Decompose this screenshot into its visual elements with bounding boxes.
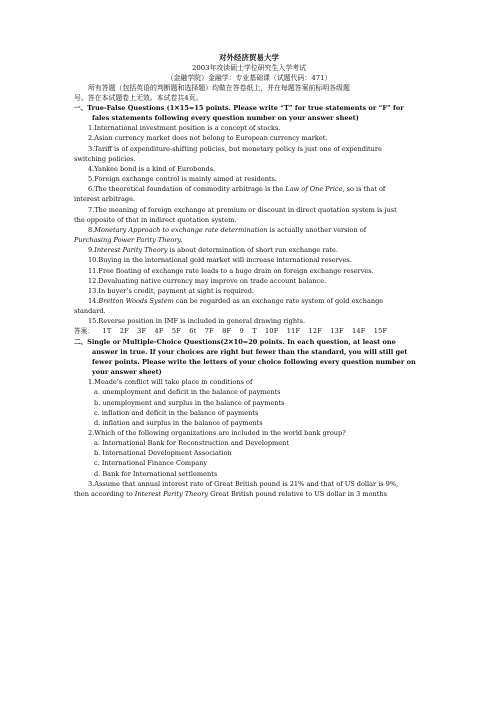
tf-question-6-text-c: , so is that of [342,185,386,194]
tf-question-8-line-1 [74,225,424,235]
mc-question-3-italic: Interest Parity Theory [134,489,209,498]
mc-question-2-option-a: a. International Bank for Reconstruction and Development [94,439,289,448]
university-title: 对外经济贸易大学 [219,53,279,62]
tf-question-10: 10.Buying in the international gold market will increase international reserves. [88,256,352,265]
instructions-line-2: 号。答在本试题卷上无效。本试卷共4页。 [74,94,203,102]
tf-question-14-line-1 [74,296,424,306]
tf-question-3-line-2: switching policies. [74,154,136,163]
mc-question-3-line-2 [74,489,424,499]
tf-question-7-line-2: the opposite of that in indirect quotation system. [74,215,237,224]
tf-question-8-line-2: Purchasing Power Parity Theory. [74,236,183,245]
tf-question-1: 1.International investment position is a concept of stocks. [88,124,281,133]
tf-question-12: 12.Devaluating native currency may improve on trade account balance. [88,276,327,285]
mc-question-2: 2.Which of the following organizations are included in the world bank group? [88,429,346,437]
tf-question-13: 13.In buyer’s credit, payment at sight is required. [88,286,254,295]
mc-question-1-option-b: b. unemployment and surplus in the balance of payments [94,398,285,407]
tf-question-14-text-c: can be regarded as an exchange rate system of gold exchange [173,296,384,305]
tf-question-8-text-c: is actually another version of [267,225,367,234]
mc-question-3-text-c: Great British pound relative to US dollar in 3 months [208,489,387,498]
tf-question-8-text-a: 8. [88,225,95,234]
tf-question-3-line-1: 3.Tariff is of expenditure-shifting policies, but monetary policy is just one of expenditure [88,144,382,153]
tf-question-9-text-c: is about determination of short run exchange rate. [167,246,338,255]
mc-question-1: 1.Meade’s conflict will take place in conditions of [88,378,253,387]
tf-question-9 [74,245,424,255]
tf-question-11: 11.Free floating of exchange rate leads to a huge drain on foreign exchange reserves. [88,266,374,275]
section1-heading-2: fales statements following every question number on your answer sheet) [92,114,359,123]
tf-question-4: 4.Yankee bond is a kind of Eurobonds. [88,164,216,173]
tf-question-2: 2.Asian currency market does not belong to European currency market. [88,134,328,143]
tf-question-6-italic: Law of One Price [285,185,343,194]
section2-heading-2: answer in true. If your choices are right but fewer than the standard, you will still get [92,347,408,356]
tf-question-8-italic: Monetary Approach to exchange rate determination [94,225,268,234]
mc-question-3-text-a: then according to [74,489,135,498]
mc-question-1-option-d: d. inflation and surplus in the balance of payments [94,418,263,427]
mc-question-2-option-c: c. International Finance Company [94,459,208,468]
tf-answer-key: 答案： 1T 2F 3F 4F 5F 6t 7F 8F 9 T 10F 11F 12F 13F 14F 15F [74,327,388,336]
tf-question-9-text-a: 9. [88,246,95,255]
section2-heading-1: 二、Single or Multiple-Choice Questions(2✕10=20 points. In each question, at least one [74,337,396,346]
mc-question-1-option-a: a. unemployment and deficit in the balance of payments [94,388,281,397]
tf-question-14-italic: Bretton Woods System [98,296,174,305]
tf-question-9-italic: Interest Parity Theory [94,246,168,255]
mc-question-3-line-1: 3.Assume that annual interest rate of Great British pound is 21% and that of US dollar is 9%, [88,479,399,488]
section1-heading-1: 一、True-False Questions (1✕15=15 points. Please write “T” for true statements or “F” for [74,104,404,112]
tf-question-15: 15.Reverse position in IMF is included in general drawing rights. [88,317,306,326]
tf-question-6-line-2: interest arbitrage. [74,195,136,204]
mc-question-2-option-b: b. International Development Association [94,449,232,458]
tf-question-6-line-1 [74,184,424,194]
mc-question-1-option-c: c. inflation and deficit in the balance of payments [94,408,259,417]
exam-subtitle: （金融学院）金融学：专业基础课（试题代码：471） [166,74,332,82]
tf-question-14-text-a: 14. [88,296,99,305]
tf-question-14-line-2: standard. [74,307,106,316]
tf-question-5: 5.Foreign exchange control is mainly aimed at residents. [88,175,277,184]
section2-heading-4: your answer sheet) [92,368,162,377]
tf-question-6-text-a: 6.The theoretical foundation of commodity arbitrage is the [88,185,286,194]
document-page [74,52,424,499]
exam-title: 2003年攻读硕士学位研究生入学考试 [191,64,306,72]
tf-question-7-line-1: 7.The meaning of foreign exchange at premium or discount in direct quotation system is just [88,205,397,214]
mc-question-2-option-d: d. Bank for International settlements [94,469,218,478]
instructions-line-1: 所有答题（包括英语的判断题和选择题）均做在答卷纸上，并在每题答案前标明各级题 [88,84,350,92]
section2-heading-3: fewer points. Please write the letters of your choice following every question number on [92,357,416,366]
